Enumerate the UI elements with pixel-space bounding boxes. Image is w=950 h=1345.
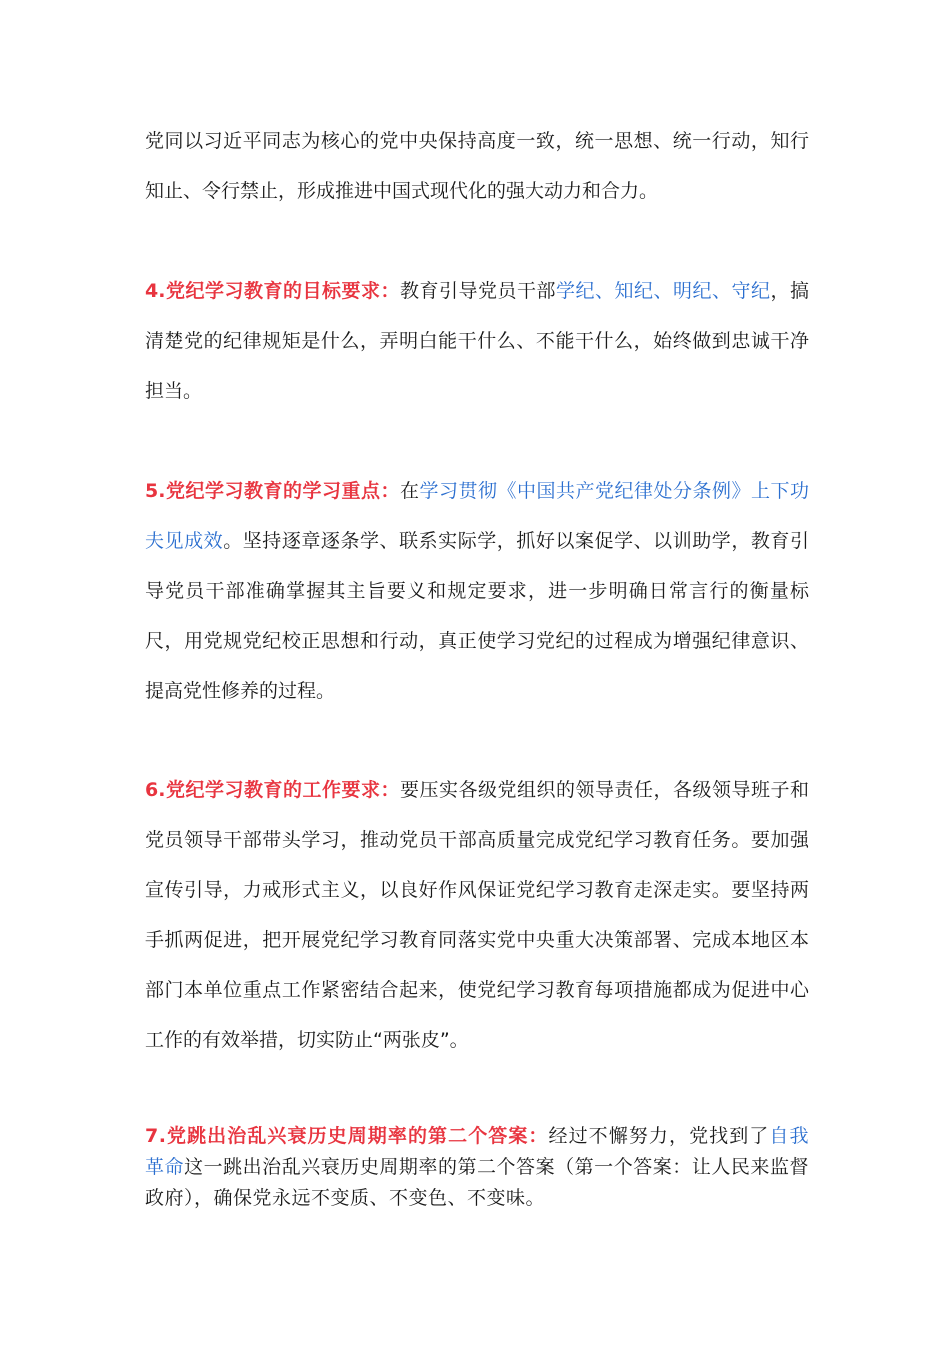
item-4-highlight: 学纪、知纪、明纪、守纪 [555, 280, 771, 302]
item-7-text-a: 经过不懈努力，党找到了 [548, 1125, 770, 1147]
item-5-paragraph [145, 466, 809, 716]
item-5-heading: 5.党纪学习教育的学习重点： [145, 480, 400, 502]
intro-text: 党同以习近平同志为核心的党中央保持高度一致，统一思想、统一行动，知行知止、令行禁止，形成推进中国式现代化的强大动力和合力。 [145, 130, 809, 202]
item-4-heading: 4.党纪学习教育的目标要求： [145, 280, 400, 302]
item-7-heading: 7.党跳出治乱兴衰历史周期率的第二个答案： [145, 1125, 549, 1147]
item-7-paragraph [145, 1121, 809, 1214]
item-5-text-b: 。坚持逐章逐条学、联系实际学，抓好以案促学、以训助学，教育引导党员干部准确掌握其主旨要义和规定要求，进一步明确日常言行的衡量标尺，用党规党纪校正思想和行动，真正使学习党纪的过程成为增强纪律意识、提高党性修养的过程。 [145, 530, 809, 702]
item-7-text-b: 这一跳出治乱兴衰历史周期率的第二个答案（第一个答案：让人民来监督政府），确保党永远不变质、不变色、不变味。 [145, 1156, 809, 1209]
item-4-paragraph [145, 266, 809, 416]
item-6-text: 要压实各级党组织的领导责任，各级领导班子和党员领导干部带头学习，推动党员干部高质量完成党纪学习教育任务。要加强宣传引导，力戒形式主义，以良好作风保证党纪学习教育走深走实。要坚持两手抓两促进，把开展党纪学习教育同落实党中央重大决策部署、完成本地区本部门本单位重点工作紧密结合起来，使党纪学习教育每项措施都成为促进中心工作的有效举措，切实防止“两张皮”。 [145, 779, 809, 1051]
intro-paragraph [145, 116, 809, 216]
item-7-highlight: 自我革命 [145, 1125, 809, 1178]
item-5-highlight: 学习贯彻《中国共产党纪律处分条例》上下功夫见成效 [145, 480, 809, 552]
item-6-heading: 6.党纪学习教育的工作要求： [145, 779, 400, 801]
item-4-text-b: ，搞清楚党的纪律规矩是什么，弄明白能干什么、不能干什么，始终做到忠诚干净担当。 [145, 280, 809, 402]
item-5-text-a: 在 [399, 480, 420, 502]
item-6-paragraph [145, 765, 809, 1065]
item-4-text-a: 教育引导党员干部 [399, 280, 556, 302]
